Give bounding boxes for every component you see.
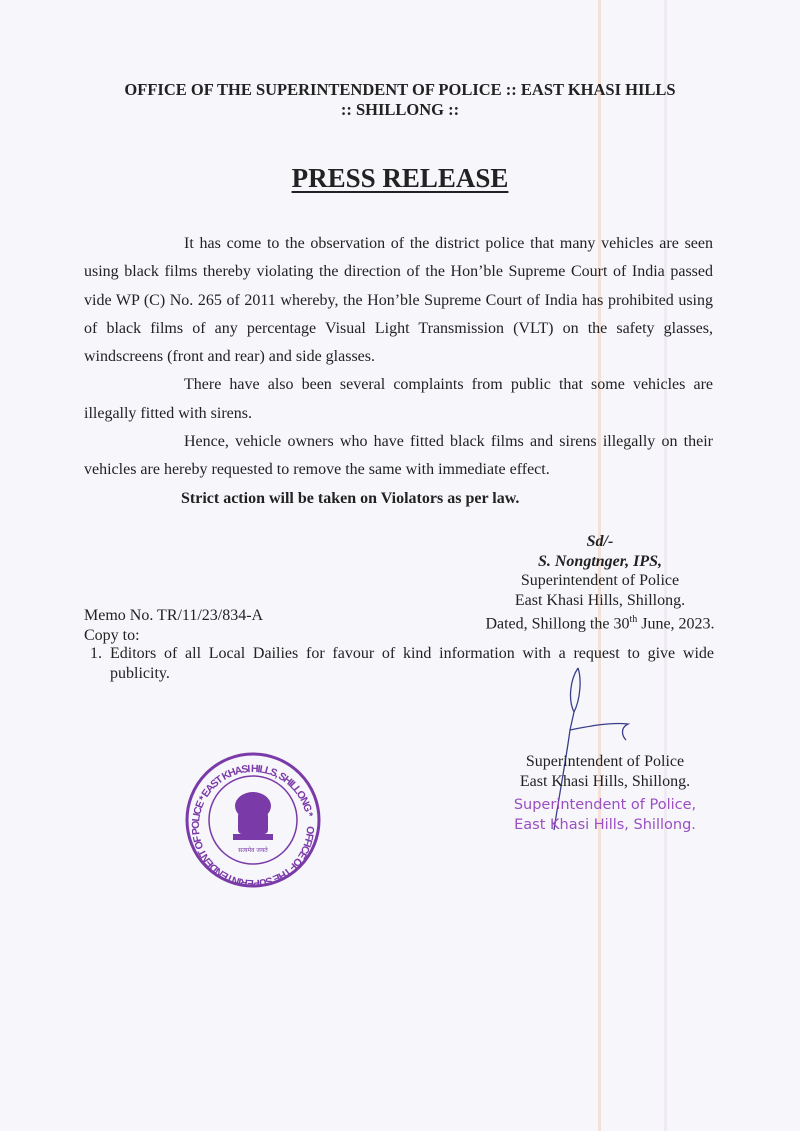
body-text: [84, 230, 713, 513]
sd-mark: Sd/-: [586, 533, 614, 550]
date-line: [470, 610, 730, 634]
official-seal: [178, 748, 328, 898]
svg-text:OFFICE OF THE SUPERINTENDENT O: OFFICE OF THE SUPERINTENDENT OF POLICE * EAST KHASI HILLS, SHILLONG *: [189, 762, 317, 890]
date-sup: th: [629, 614, 638, 625]
officer-location: East Khasi Hills, Shillong.: [514, 591, 686, 609]
office-header: [0, 80, 800, 120]
seal-motto: सत्यमेव जयते: [238, 847, 268, 854]
page-title: [0, 163, 800, 194]
rubber-stamp-text: [480, 795, 730, 835]
header-line-1: OFFICE OF THE SUPERINTENDENT OF POLICE :: EAST KHASI HILLS: [124, 80, 676, 99]
copy-to-label: Copy to:: [84, 626, 140, 644]
memo-number: Memo No. TR/11/23/834-A: [84, 607, 264, 624]
officer-name: S. Nongtnger, IPS,: [537, 552, 663, 570]
date-prefix: Dated, Shillong the 30: [485, 615, 630, 633]
signed-location: East Khasi Hills, Shillong.: [519, 772, 691, 790]
stamp-line-2: East Khasi Hills, Shillong.: [514, 817, 696, 833]
date-suffix: June, 2023.: [637, 615, 715, 633]
paragraph: Hence, vehicle owners who have fitted black films and sirens illegally on their vehicles are hereby requested to remove the same with immediate effect.: [84, 433, 713, 479]
strict-notice: Strict action will be taken on Violators as per law.: [181, 489, 520, 507]
header-line-2: :: SHILLONG ::: [340, 100, 460, 119]
paragraph: It has come to the observation of the district police that many vehicles are seen using black films thereby violating the direction of the Hon’ble Supreme Court of India passed vide WP (C) No. 265 of 2011 whereby, the Hon’ble Supreme Court of India has prohibited using of black films of any percentage Visual Light Transmission (VLT) on the safety glasses, windscreens (front and rear) and side glasses.: [84, 235, 713, 366]
signed-designation: Superintendent of Police: [525, 753, 685, 770]
officer-designation: Superintendent of Police: [520, 572, 680, 589]
signature-block: [470, 532, 730, 634]
title-text: PRESS RELEASE: [291, 163, 509, 193]
paragraph: There have also been several complaints from public that some vehicles are illegally fitted with sirens.: [84, 376, 713, 422]
stamp-line-1: Superintendent of Police,: [513, 797, 697, 813]
signed-block: [480, 752, 730, 791]
memo-block: [84, 606, 263, 645]
list-number: 1.: [90, 645, 102, 662]
list-item: Editors of all Local Dailies for favour of kind information with a request to give wide publicity.: [110, 645, 714, 682]
